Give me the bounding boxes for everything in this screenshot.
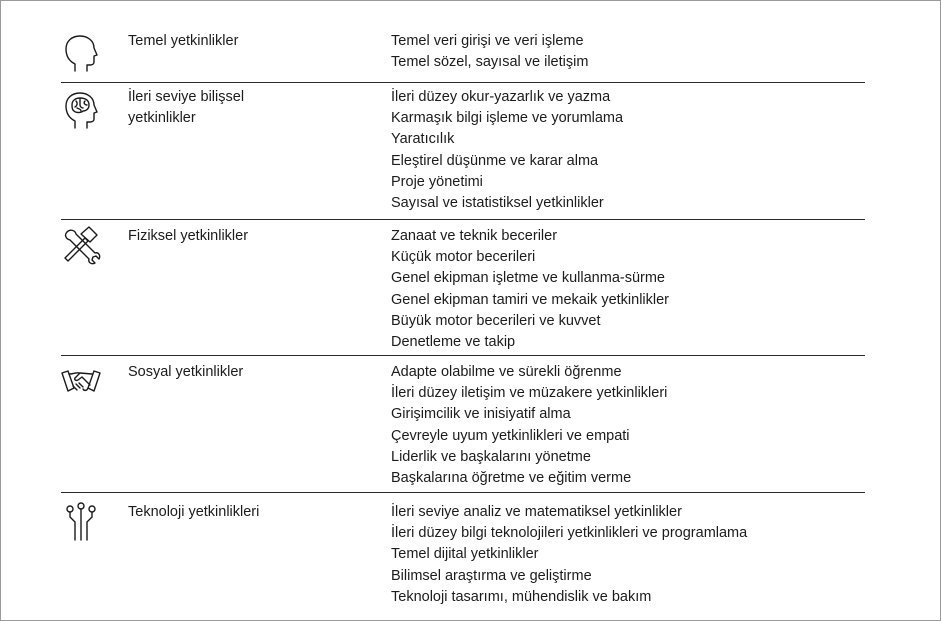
skill-item: Karmaşık bilgi işleme ve yorumlama [391,110,624,127]
skill-item: Temel sözel, sayısal ve iletişim [391,54,589,71]
skill-item: Çevreyle uyum yetkinlikleri ve empati [391,427,630,444]
skill-item: Eleştirel düşünme ve karar alma [391,152,599,169]
category-label: Fiziksel yetkinlikler [128,228,249,244]
circuit-icon [59,499,103,543]
skill-item: İleri düzey bilgi teknolojileri yetkinlikleri ve programlama [391,525,748,542]
handshake-icon [59,361,103,405]
skill-item: Denetleme ve takip [391,334,516,351]
skill-item: İleri düzey iletişim ve müzakere yetkinlikleri [391,385,668,402]
row-divider [61,219,865,220]
skills-list [391,362,667,489]
row-divider [61,355,865,356]
category-label: İleri seviye bilişsel yetkinlikler [128,89,245,126]
row-divider [61,82,865,83]
skill-item: Büyük motor becerileri ve kuvvet [391,312,601,329]
skill-item: Sayısal ve istatistiksel yetkinlikler [391,195,604,212]
skill-item: Başkalarına öğretme ve eğitim verme [391,470,632,487]
skills-list [391,87,623,214]
skills-list [391,31,588,73]
skill-item: İleri düzey okur-yazarlık ve yazma [391,89,611,105]
head-profile-icon [59,31,103,75]
skills-list [391,502,747,608]
skill-item: Proje yönetimi [391,173,483,190]
skill-item: Zanaat ve teknik beceriler [391,228,558,244]
skill-item: Temel veri girişi ve veri işleme [391,33,584,49]
category-label: Sosyal yetkinlikler [128,364,244,380]
skills-list [391,226,669,353]
skill-item: Bilimsel araştırma ve geliştirme [391,567,592,584]
row-divider [61,492,865,493]
skill-item: Genel ekipman işletme ve kullanma-sürme [391,270,665,287]
skill-item: Küçük motor becerileri [391,249,536,266]
skill-item: Yaratıcılık [391,131,455,148]
category-label: Temel yetkinlikler [128,33,239,49]
skill-item: İleri seviye analiz ve matematiksel yetkinlikler [391,504,682,520]
hammer-wrench-icon [59,224,103,268]
skill-item: Teknoloji tasarımı, mühendislik ve bakım [391,588,652,605]
skill-item: Adapte olabilme ve sürekli öğrenme [391,364,622,380]
category-label: Teknoloji yetkinlikleri [128,504,260,520]
skill-item: Liderlik ve başkalarını yönetme [391,448,591,465]
brain-head-icon [59,87,103,131]
skill-item: Genel ekipman tamiri ve mekaik yetkinlikler [391,291,670,308]
skill-item: Girişimcilik ve inisiyatif alma [391,406,571,423]
skill-item: Temel dijital yetkinlikler [391,546,539,563]
